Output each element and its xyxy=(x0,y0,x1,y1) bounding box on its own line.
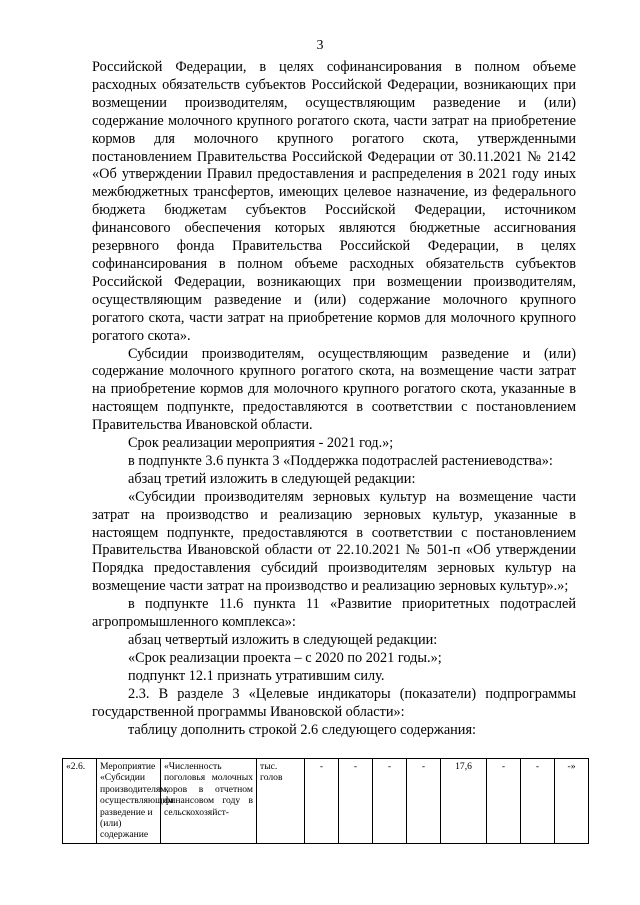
value-cell: - xyxy=(373,759,407,844)
paragraph-continuation: Российской Федерации, в целях софинансирования в полном объеме расходных обязательств субъектов Российской Федерации, возникающих при возмещении производителям, осуществляющим разведение и (или) содержание молочного крупного рогатого скота, части затрат на приобретение кормов для молочного крупного рогатого скота, утвержденными постановлением Правительства Российской Федерации от 30.11.2021 № 2142 «Об утверждении Правил предоставления и распределения в 2021 году иных межбюджетных трансфертов, имеющих целевое назначение, из федерального бюджета бюджетам субъектов Российской Федерации, источником финансового обеспечения которых являются бюджетные ассигнования резервного фонда Правительства Российской Федерации, в целях софинансирования в полном объеме расходных обязательств субъектов Российской Федерации, возникающих при возмещении производителям, осуществляющим разведение и (или) содержание молочного крупного рогатого скота, части затрат на приобретение кормов для молочного крупного рогатого скота». xyxy=(92,59,576,344)
indicator-table xyxy=(62,758,589,844)
paragraph-abzac-3: абзац третий изложить в следующей редакции: xyxy=(128,470,416,487)
paragraph-table-intro: таблицу дополнить строкой 2.6 следующего содержания: xyxy=(128,721,477,738)
event-cell: Мероприятие «Субсидии производителям, осуществляющим разведение и (или) содержание xyxy=(97,759,161,844)
paragraph-grain-subsidies: «Субсидии производителям зерновых культур на возмещение части затрат на производство и реализацию зерновых культур, указанные в настоящем подпункте, предоставляются в соответствии с постановлением Правительства Ивановской области от 22.10.2021 № 501-п «Об утверждении Порядка предоставления субсидий производителям зерновых культур на возмещение части затрат на производство и реализацию зерновых культур».»; xyxy=(92,488,576,595)
value-cell-last: -» xyxy=(555,759,589,844)
paragraph-subsidies: Субсидии производителям, осуществляющим разведение и (или) содержание молочного крупного рогатого скота, на возмещение части затрат на приобретение кормов для молочного крупного рогатого скота, указанные в настоящем подпункте, предоставляются в соответствии с постановлением Правительства Ивановской области. xyxy=(92,345,576,434)
value-cell: - xyxy=(521,759,555,844)
value-cell: - xyxy=(339,759,373,844)
value-cell: - xyxy=(407,759,441,844)
paragraph-deadline: Срок реализации мероприятия - 2021 год.»; xyxy=(128,435,394,452)
table-row xyxy=(63,759,589,844)
paragraph-abzac-4: абзац четвертый изложить в следующей редакции: xyxy=(128,632,438,648)
paragraph-section-2-3: 2.3. В разделе 3 «Целевые индикаторы (показатели) подпрограммы государственной программы Ивановской области»: xyxy=(92,685,576,720)
unit-cell: тыс. голов xyxy=(257,759,305,844)
page-number: 3 xyxy=(316,38,324,53)
value-cell: 17,6 xyxy=(441,759,487,844)
value-cell: - xyxy=(487,759,521,844)
value-cell: - xyxy=(305,759,339,844)
indicator-cell: «Численность поголовья молочных коров в отчетном финансовом году в сельскохозяйст- xyxy=(161,759,257,844)
paragraph-project-term: «Срок реализации проекта – с 2020 по 2021 годы.»; xyxy=(128,649,442,666)
row-number: «2.6. xyxy=(63,759,97,844)
document-body xyxy=(92,59,576,739)
paragraph-subitem-11-6: в подпункте 11.6 пункта 11 «Развитие приоритетных подотраслей агропромышленного комплекса»: xyxy=(92,596,576,631)
paragraph-subitem-3-6: в подпункте 3.6 пункта 3 «Поддержка подотраслей растениеводства»: xyxy=(128,452,553,469)
paragraph-12-1-void: подпункт 12.1 признать утратившим силу. xyxy=(128,667,385,684)
